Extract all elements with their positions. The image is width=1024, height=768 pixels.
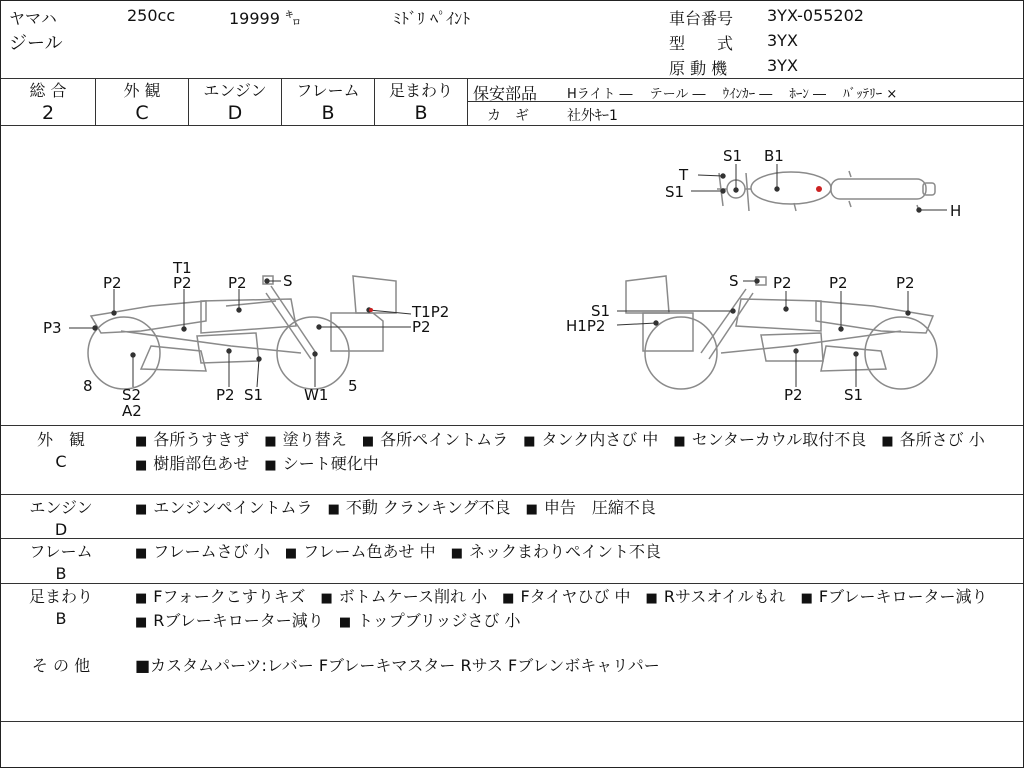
section-engine-notes: ■ エンジンペイントムラ ■ 不動 クランキング不良 ■ 申告 圧縮不良 [135,498,656,517]
left-label: A2 [122,402,142,420]
grade-value: 2 [41,102,55,124]
left-label: T1 [173,259,192,277]
section-exterior-notes: ■ 各所うすきず ■ 塗り替え ■ 各所ペイントムラ ■ タンク内さび 中 ■ センターカウル取付不良 ■ 各所さび 小 ■ 樹脂部色あせ ■ シート硬化中 [135,430,985,473]
displacement: 250cc [127,6,176,25]
grade-exterior [96,79,188,125]
right-label: P2 [773,274,792,292]
top-label: T [679,166,689,184]
grade-label: エンジン [203,81,267,100]
grade-frame [282,79,374,125]
grade-overall [1,79,95,125]
left-label: T1P2 [412,303,450,321]
engine-value: 3YX [767,56,798,75]
type-label: 型 式 [669,34,734,53]
grade-value: D [227,102,243,124]
grade-label: 足まわり [388,81,453,100]
section-frame-label: フレーム B [29,542,93,583]
right-label: S1 [591,302,611,320]
left-label: P2 [228,274,247,292]
section-other-notes: ■カスタムパーツ:レバー Fブレーキマスター Rサス Fブレンボキャリパー [135,656,660,675]
left-label: S [283,272,293,290]
color: ﾐﾄﾞﾘ ﾍﾟｲﾝﾄ [393,9,471,28]
engine-label: 原 動 機 [669,59,728,78]
right-label: P2 [829,274,848,292]
left-label: P2 [412,318,431,336]
safety-label: 保安部品 [473,84,538,103]
section-suspension-notes: ■ Fフォークこすりキズ ■ ボトムケース削れ 小 ■ Fタイヤひび 中 ■ Rサスオイルもれ ■ Fブレーキローター減り ■ Rブレーキローター減り ■ トップブリッジさび 小 [135,587,988,630]
section-frame-notes: ■ フレームさび 小 ■ フレーム色あせ 中 ■ ネックまわりペイント不良 [135,542,661,561]
grade-value: B [414,102,428,124]
right-label: S [729,272,739,290]
left-label: P2 [216,386,235,404]
right-view-bike [626,276,937,389]
left-label: P2 [103,274,122,292]
section-suspension-label: 足まわり B [28,587,93,628]
section-other-label: そ の 他 [31,656,91,675]
top-view-bike [717,171,935,211]
left-label: 5 [348,377,358,395]
right-label: P2 [784,386,803,404]
top-label: H [950,202,962,220]
left-label: P3 [43,319,62,337]
safety-items: Hライト ― テール ― ｳｲﾝｶｰ ― ﾎｰﾝ ― ﾊﾞｯﾃﾘｰ × [567,87,898,102]
mileage: 19999 ㌔ [229,9,301,28]
section-engine-label: エンジン D [29,498,93,539]
left-label: W1 [304,386,329,404]
grade-value: C [135,102,149,124]
grade-suspension [375,79,467,125]
key-label: カ ギ [487,108,529,124]
left-view-bike [88,276,396,389]
top-label: S1 [665,183,685,201]
right-label: S1 [844,386,864,404]
grade-label: 総 合 [29,81,67,100]
model-name: ジール [9,33,63,54]
key-value: 社外ｷｰ1 [567,108,618,124]
grade-engine [189,79,281,125]
motorcycle-diagram [1,126,1023,426]
frame-no: 3YX-055202 [767,6,864,25]
right-label: P2 [896,274,915,292]
grade-label: 外 観 [123,81,161,100]
right-label: H1P2 [566,317,606,335]
left-label: P2 [173,274,192,292]
maker: ヤマハ [9,9,57,28]
frame-no-label: 車台番号 [669,9,734,28]
section-exterior-label: 外 観 C [36,430,85,471]
grade-label: フレーム [296,81,360,100]
left-label: S2 [122,386,142,404]
left-label: 8 [83,377,93,395]
grade-value: B [321,102,335,124]
left-label: S1 [244,386,264,404]
top-label: S1 [723,147,743,165]
type-value: 3YX [767,31,798,50]
top-label: B1 [764,147,784,165]
